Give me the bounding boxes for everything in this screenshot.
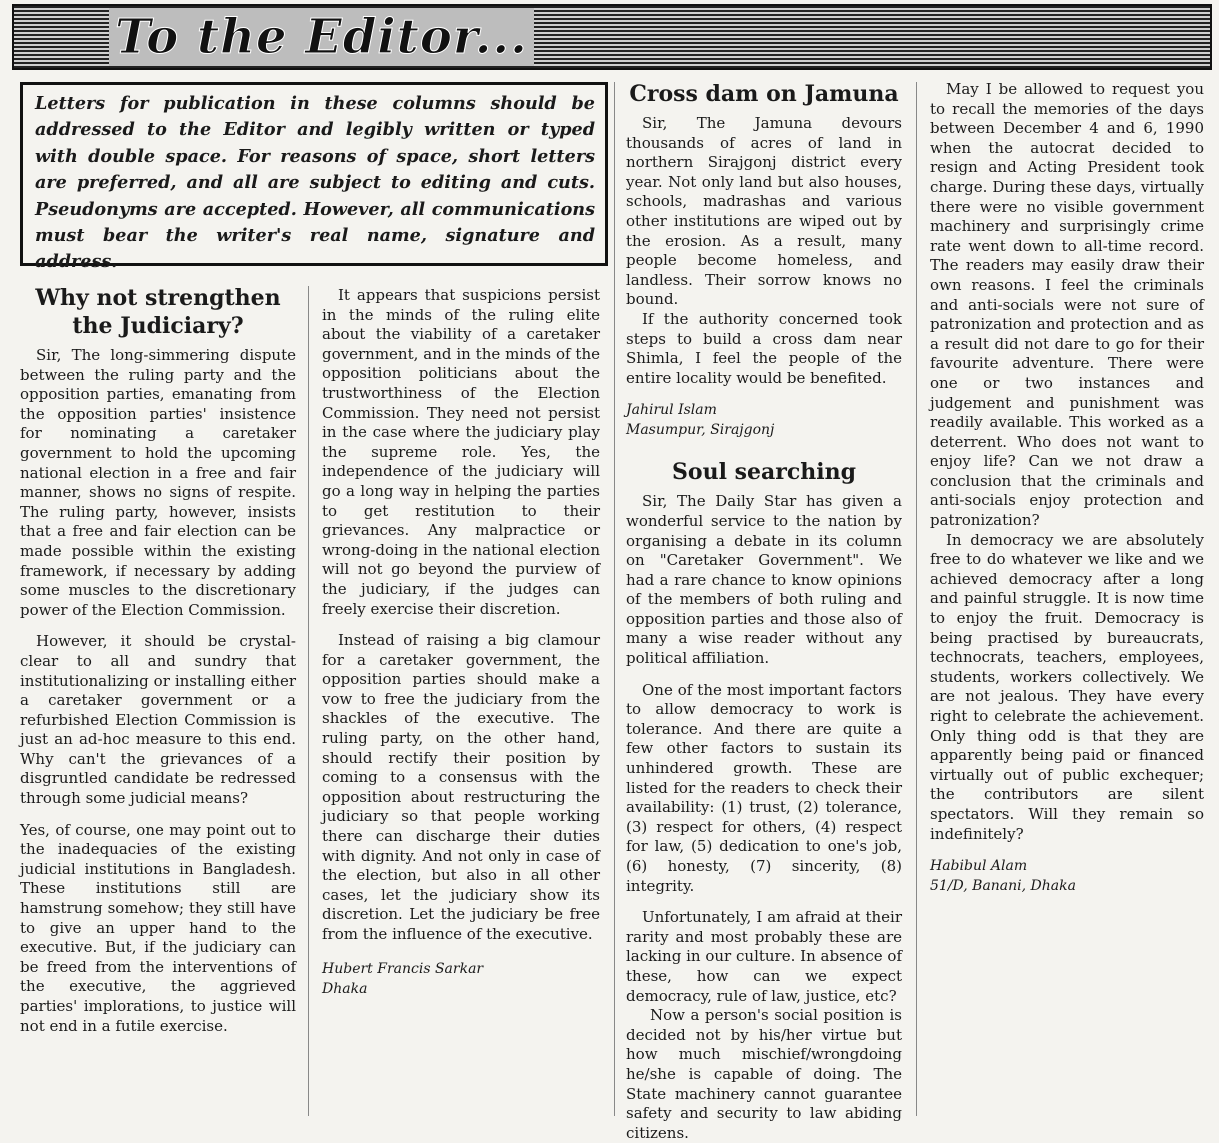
column-divider-1 bbox=[308, 286, 309, 1116]
letter-1-paragraph-5: Instead of raising a big clamour for a caretaker government, the opposition parties should make a vow to free the judiciary from the shackles of the executive. The ruling party, on the other hand, should rectify their position by coming to a consensus with the opposition about restructuring the judiciary so that people working there can discharge their duties with dignity. And not only in case of the election, but also in all other cases, let the judiciary show its discretion. Let the judiciary be free from the influence of the executive. bbox=[322, 631, 600, 943]
column-1 bbox=[20, 284, 296, 1036]
column-3 bbox=[626, 80, 902, 1143]
letter-3-paragraph-2: One of the most important factors to allow democracy to work is tolerance. And there are quite a few other factors to sustain its unhindered growth. These are listed for the readers to check their availability: (1) trust, (2) tolerance, (3) respect for others, (4) respect for law, (5) dedication to one's job, (6) honesty, (7) sincerity, (8) integrity. bbox=[626, 680, 902, 895]
letter-3-paragraph-6: In democracy we are absolutely free to do whatever we like and we achieved democracy after a long and painful struggle. It is now time to enjoy the fruit. Democracy is being practised by bureaucrats, technocrats, teachers, employees, students, workers collectively. We are not jealous. They have every right to celebrate the achievement. Only thing odd is that they are apparently being paid or financed virtually out of public exchequer; the contributors are silent spectators. Will they remain so indefinitely? bbox=[930, 530, 1204, 843]
letter-1-paragraph-4: It appears that suspicions persist in the minds of the ruling elite about the viability of a caretaker government, and in the minds of the opposition politicians about the trustworthiness of the Election Commission. They need not persist in the case where the judiciary play the supreme role. Yes, the independence of the judiciary will go a long way in helping the parties to get restitution to their grievances. Any malpractice or wrong-doing in the national election will not go beyond the purview of the judiciary, if the judges can freely exercise their discretion. bbox=[322, 286, 600, 618]
letter-3-paragraph-4: Now a person's social position is decided not by his/her virtue but how much mischief/wrongdoing he/she is capable of doing. The State machinery cannot guarantee safety and security to law abiding citizens. bbox=[626, 1006, 902, 1142]
letter-2-author: Jahirul Islam bbox=[626, 402, 717, 419]
section-banner bbox=[12, 4, 1212, 70]
letter-1-paragraph-3: Yes, of course, one may point out to the inadequacies of the existing judicial institutions in Bangladesh. These institutions still are hamstrung somehow; they still have to give an upper hand to the executive. But, if the judiciary can be freed from the interventions of the executive, the aggrieved parties' implorations, to justice will not end in a futile exercise. bbox=[20, 820, 296, 1035]
letter-3-signature bbox=[930, 856, 1204, 896]
column-2 bbox=[322, 286, 600, 999]
letter-1-author: Hubert Francis Sarkar bbox=[322, 960, 484, 977]
letter-1-paragraph-1: Sir, The long-simmering dispute between the ruling party and the opposition parties, emanating from the opposition parties' insistence for nominating a caretaker government to hold the upcoming national election in a free and fair manner, shows no signs of respite. The ruling party, however, insists that a free and fair election can be made possible within the existing framework, if necessary by adding some muscles to the discretionary power of the Election Commission. bbox=[20, 346, 296, 619]
section-title: To the Editor... bbox=[109, 8, 534, 66]
letter-2-paragraph-1: Sir, The Jamuna devours thousands of acres of land in northern Sirajgonj district every year. Not only land but also houses, schools, madrashas and various other institutions are wiped out by the erosion. As a result, many people become homeless, and landless. Their sorrow knows no bound. bbox=[626, 114, 902, 309]
column-divider-2 bbox=[614, 82, 615, 1116]
letter-1-headline: Why not strengthen the Judiciary? bbox=[35, 285, 281, 339]
letter-3-paragraph-3: Unfortunately, I am afraid at their rarity and most probably these are lacking in our culture. In absence of these, how can we expect democracy, rule of law, justice, etc? bbox=[626, 908, 902, 1005]
letter-2-paragraph-2: If the authority concerned took steps to build a cross dam near Shimla, I feel the people of the entire locality would be benefited. bbox=[626, 309, 902, 387]
column-divider-3 bbox=[916, 82, 917, 1116]
column-4 bbox=[930, 80, 1204, 896]
letter-1-signature bbox=[322, 959, 600, 999]
letter-1-paragraph-2: However, it should be crystal-clear to all and sundry that institutionalizing or installing either a caretaker government or a refurbished Election Commission is just an ad-hoc measure to this end. Why can't the grievances of a disgruntled candidate be redressed through some judicial means? bbox=[20, 632, 296, 808]
letter-2-place: Masumpur, Sirajgonj bbox=[626, 422, 775, 439]
letter-3-paragraph-1: Sir, The Daily Star has given a wonderful service to the nation by organising a debate in its column on "Caretaker Government". We had a rare chance to know opinions of the members of both ruling and opposition parties and those also of many a wise reader without any political affiliation. bbox=[626, 492, 902, 668]
letter-3-author: Habibul Alam bbox=[930, 858, 1028, 875]
letter-3-paragraph-5: May I be allowed to request you to recall the memories of the days between December 4 and 6, 1990 when the autocrat decided to resign and Acting President took charge. During these days, virtually there were no visible government machinery and surprisingly crime rate went down to all-time record. The readers may easily draw their own reasons. I feel the criminals and anti-socials were not sure of patronization and protection and as a result did not dare to go for their favourite adventure. There were one or two instances and judgement and punishment was readily available. This worked as a deterrent. Who does not want to enjoy life? Can we not draw a conclusion that the criminals and anti-socials enjoy protection and patronization? bbox=[930, 80, 1204, 530]
submission-notice: Letters for publication in these columns should be addressed to the Editor and legibly written or typed with double space. For reasons of space, short letters are preferred, and all are subject to editing and cuts. Pseudonyms are accepted. However, all communications must bear the writer's real name, signature and address. bbox=[20, 82, 608, 266]
letter-3-place: 51/D, Banani, Dhaka bbox=[930, 878, 1076, 895]
letter-2-signature bbox=[626, 400, 902, 440]
letter-3-headline: Soul searching bbox=[672, 459, 856, 486]
letter-1-place: Dhaka bbox=[322, 980, 368, 997]
letter-2-headline: Cross dam on Jamuna bbox=[629, 81, 899, 107]
